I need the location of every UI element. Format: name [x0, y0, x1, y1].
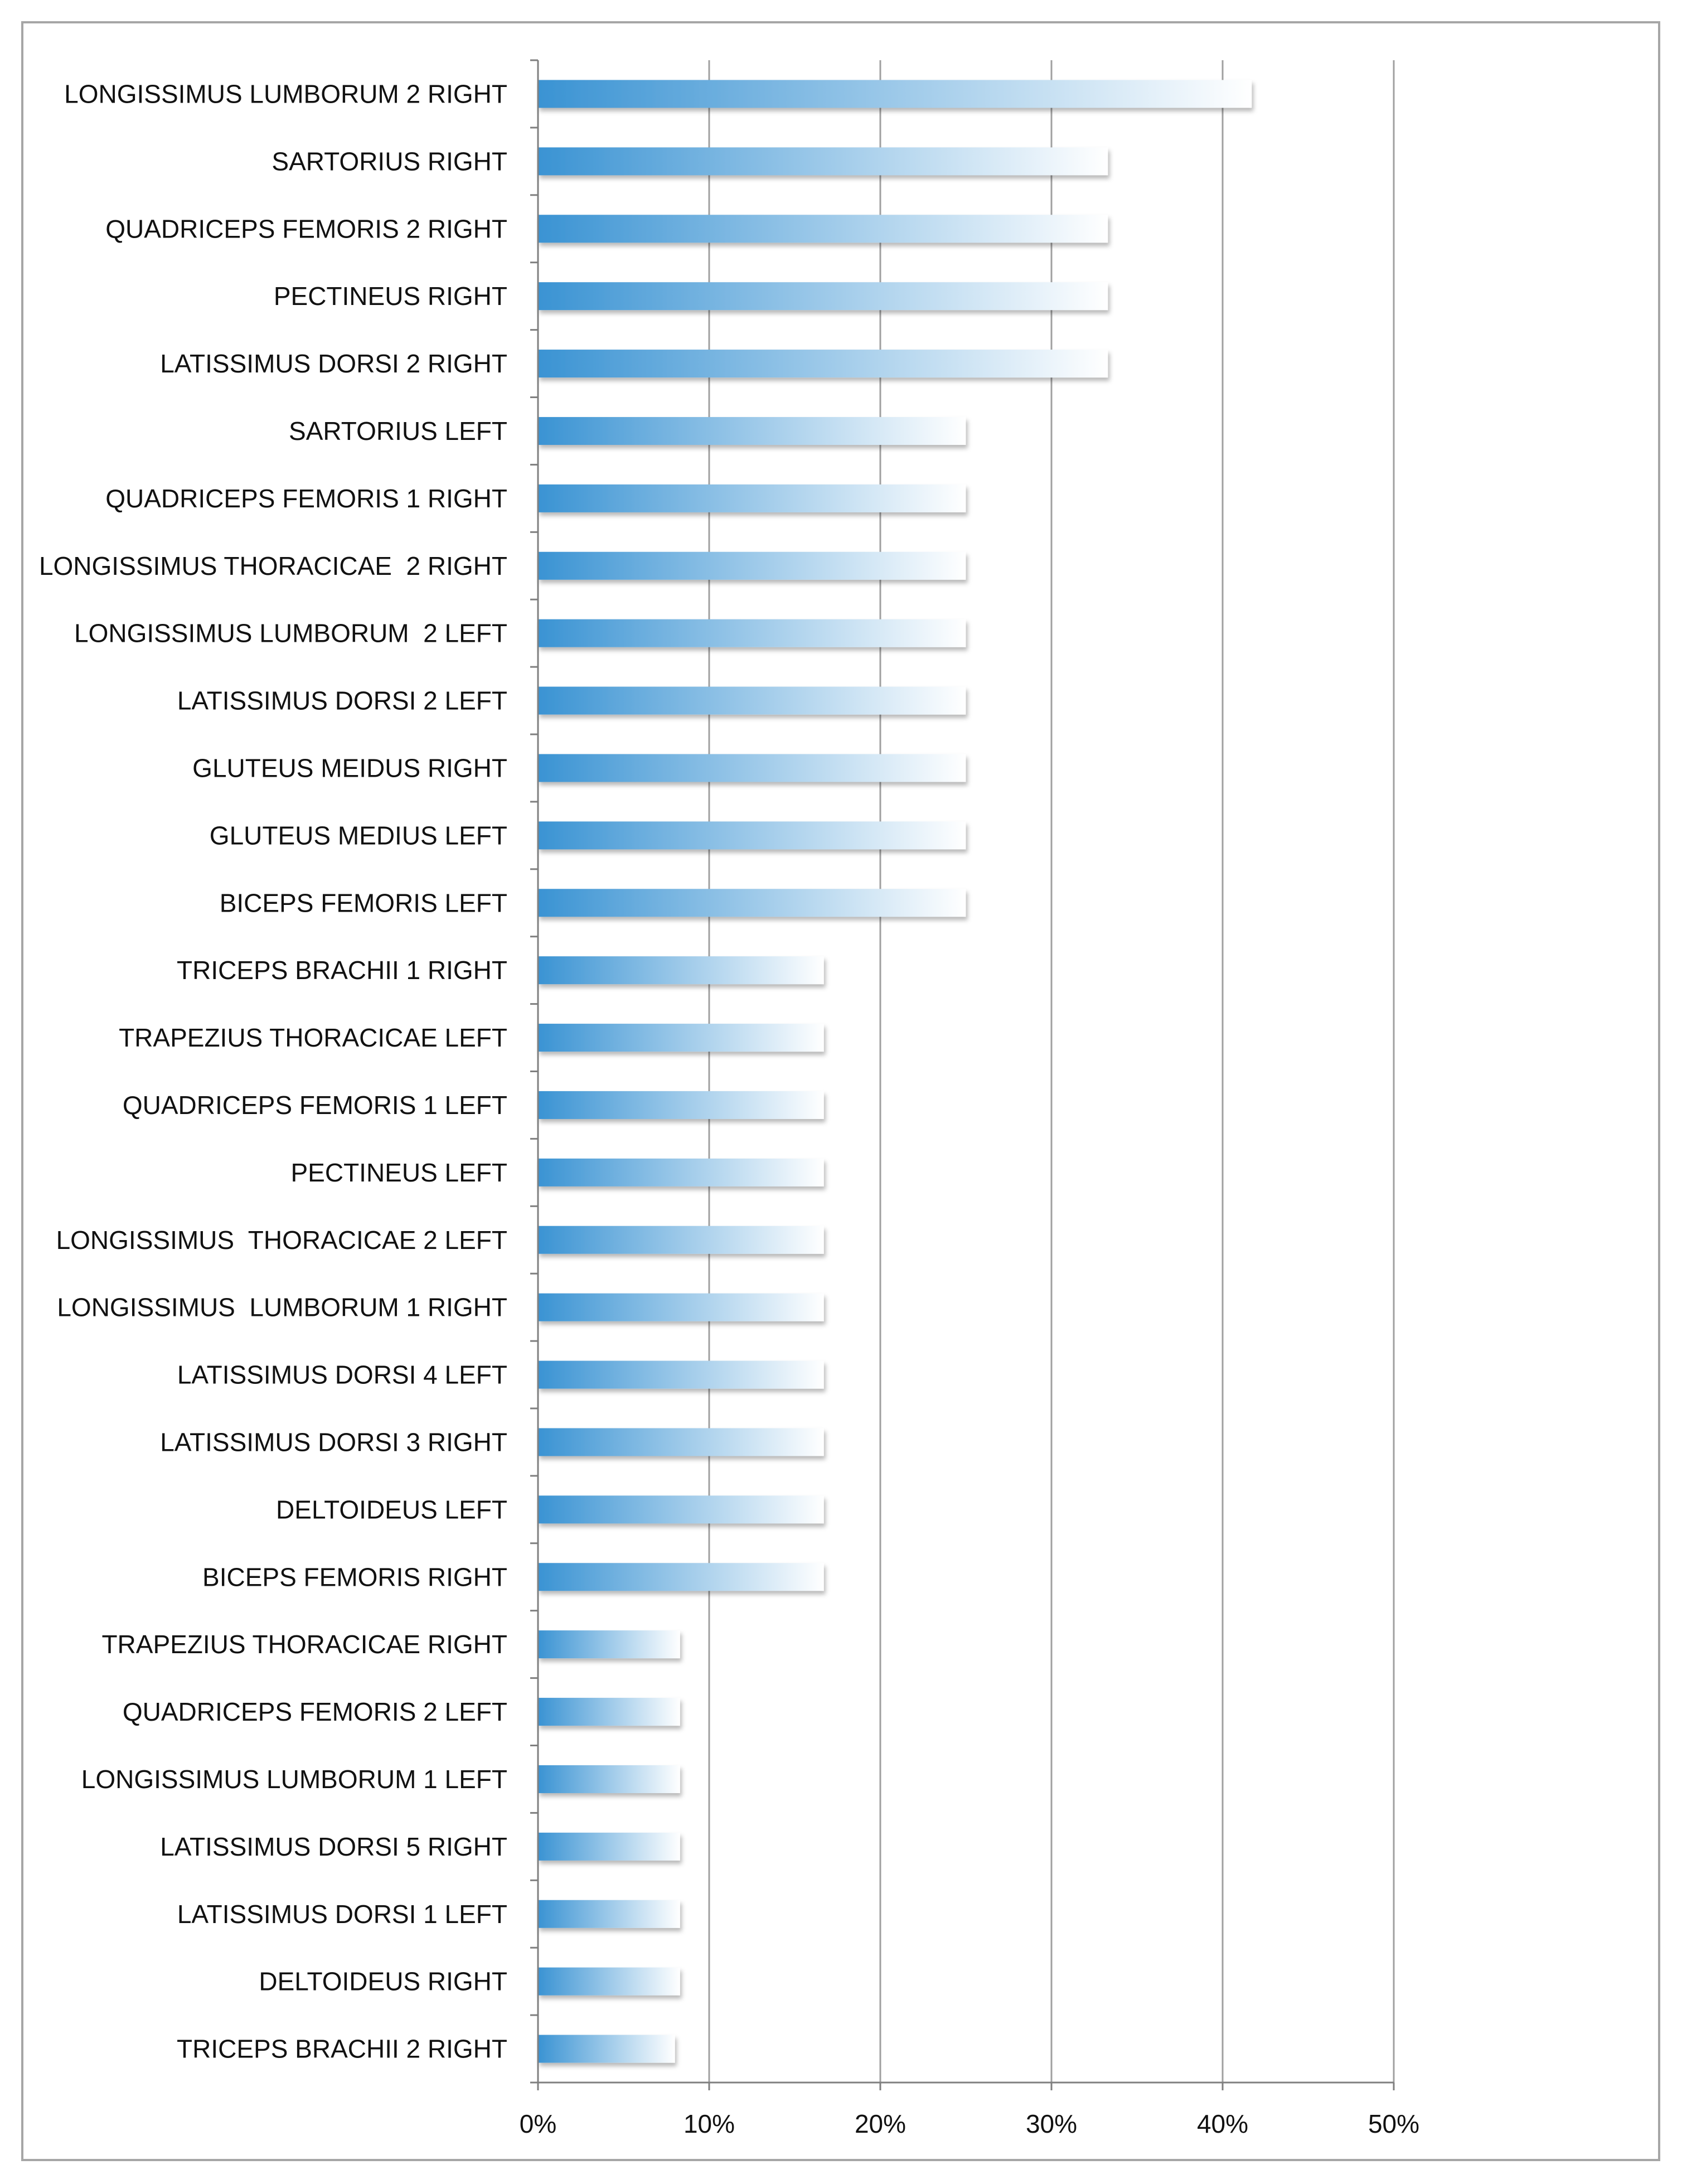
bar — [538, 1563, 824, 1591]
category-label: LONGISSIMUS THORACICAE 2 LEFT — [56, 1225, 507, 1255]
category-label: LATISSIMUS DORSI 2 RIGHT — [160, 349, 507, 379]
category-label: BICEPS FEMORIS RIGHT — [202, 1562, 507, 1592]
bar — [538, 754, 966, 782]
bar — [538, 1294, 824, 1321]
category-label: TRAPEZIUS THORACICAE RIGHT — [101, 1630, 507, 1659]
category-label: TRAPEZIUS THORACICAE LEFT — [119, 1023, 507, 1053]
bar — [538, 821, 966, 849]
bar — [538, 1765, 680, 1793]
category-labels — [39, 79, 507, 2063]
category-label: PECTINEUS RIGHT — [273, 282, 507, 311]
bar — [538, 1091, 824, 1119]
bar — [538, 1968, 680, 1996]
bar — [538, 687, 966, 715]
x-tick-label: 0% — [519, 2109, 557, 2138]
category-label: QUADRICEPS FEMORIS 1 LEFT — [122, 1090, 507, 1120]
category-label: DELTOIDEUS LEFT — [276, 1495, 507, 1524]
category-label: TRICEPS BRACHII 2 RIGHT — [177, 2034, 507, 2064]
bar — [538, 282, 1108, 310]
bar — [538, 1630, 680, 1658]
category-label: LATISSIMUS DORSI 4 LEFT — [177, 1360, 507, 1389]
bar — [538, 417, 966, 445]
x-tick-label: 40% — [1196, 2109, 1249, 2138]
bar — [538, 956, 824, 984]
category-label: LONGISSIMUS THORACICAE 2 RIGHT — [38, 551, 507, 580]
x-tick-labels — [520, 2109, 1419, 2138]
bar — [538, 1495, 824, 1523]
category-label: LONGISSIMUS LUMBORUM 2 LEFT — [74, 618, 507, 648]
category-label: LATISSIMUS DORSI 5 RIGHT — [160, 1832, 507, 1861]
bar — [538, 1428, 824, 1456]
bar — [538, 80, 1252, 108]
bar — [538, 350, 1108, 377]
category-label: SARTORIUS LEFT — [289, 416, 507, 445]
bar — [538, 619, 966, 647]
bar — [538, 1698, 680, 1726]
x-tick-label: 30% — [1025, 2109, 1078, 2138]
bar — [538, 889, 966, 917]
category-label: GLUTEUS MEDIUS LEFT — [209, 821, 507, 850]
x-tick-label: 50% — [1368, 2109, 1420, 2138]
category-label: LATISSIMUS DORSI 3 RIGHT — [160, 1427, 507, 1457]
category-label: LATISSIMUS DORSI 2 LEFT — [177, 686, 507, 715]
bar — [538, 1900, 680, 1928]
category-label: LATISSIMUS DORSI 1 LEFT — [177, 1899, 507, 1929]
category-label: QUADRICEPS FEMORIS 2 LEFT — [122, 1697, 507, 1727]
category-label: QUADRICEPS FEMORIS 2 RIGHT — [105, 214, 507, 244]
bar — [538, 2035, 675, 2063]
x-tick-label: 10% — [683, 2109, 735, 2138]
category-label: LONGISSIMUS LUMBORUM 2 RIGHT — [64, 79, 507, 109]
category-label: QUADRICEPS FEMORIS 1 RIGHT — [105, 483, 507, 513]
category-label: GLUTEUS MEIDUS RIGHT — [192, 753, 507, 783]
bars — [538, 80, 1252, 2062]
bar — [538, 215, 1108, 243]
x-tick-label: 20% — [854, 2109, 907, 2138]
bar — [538, 1361, 824, 1389]
bar — [538, 485, 966, 512]
bar — [538, 1024, 824, 1052]
bar — [538, 147, 1108, 175]
category-label: TRICEPS BRACHII 1 RIGHT — [177, 956, 507, 985]
bar — [538, 1226, 824, 1254]
category-label: PECTINEUS LEFT — [290, 1158, 507, 1187]
category-label: DELTOIDEUS RIGHT — [259, 1967, 507, 1996]
category-label: SARTORIUS RIGHT — [272, 147, 507, 176]
category-label: LONGISSIMUS LUMBORUM 1 LEFT — [81, 1764, 507, 1794]
bar — [538, 552, 966, 580]
category-label: BICEPS FEMORIS LEFT — [219, 888, 507, 918]
bar — [538, 1159, 824, 1187]
bar — [538, 1833, 680, 1861]
category-label: LONGISSIMUS LUMBORUM 1 RIGHT — [57, 1292, 507, 1322]
